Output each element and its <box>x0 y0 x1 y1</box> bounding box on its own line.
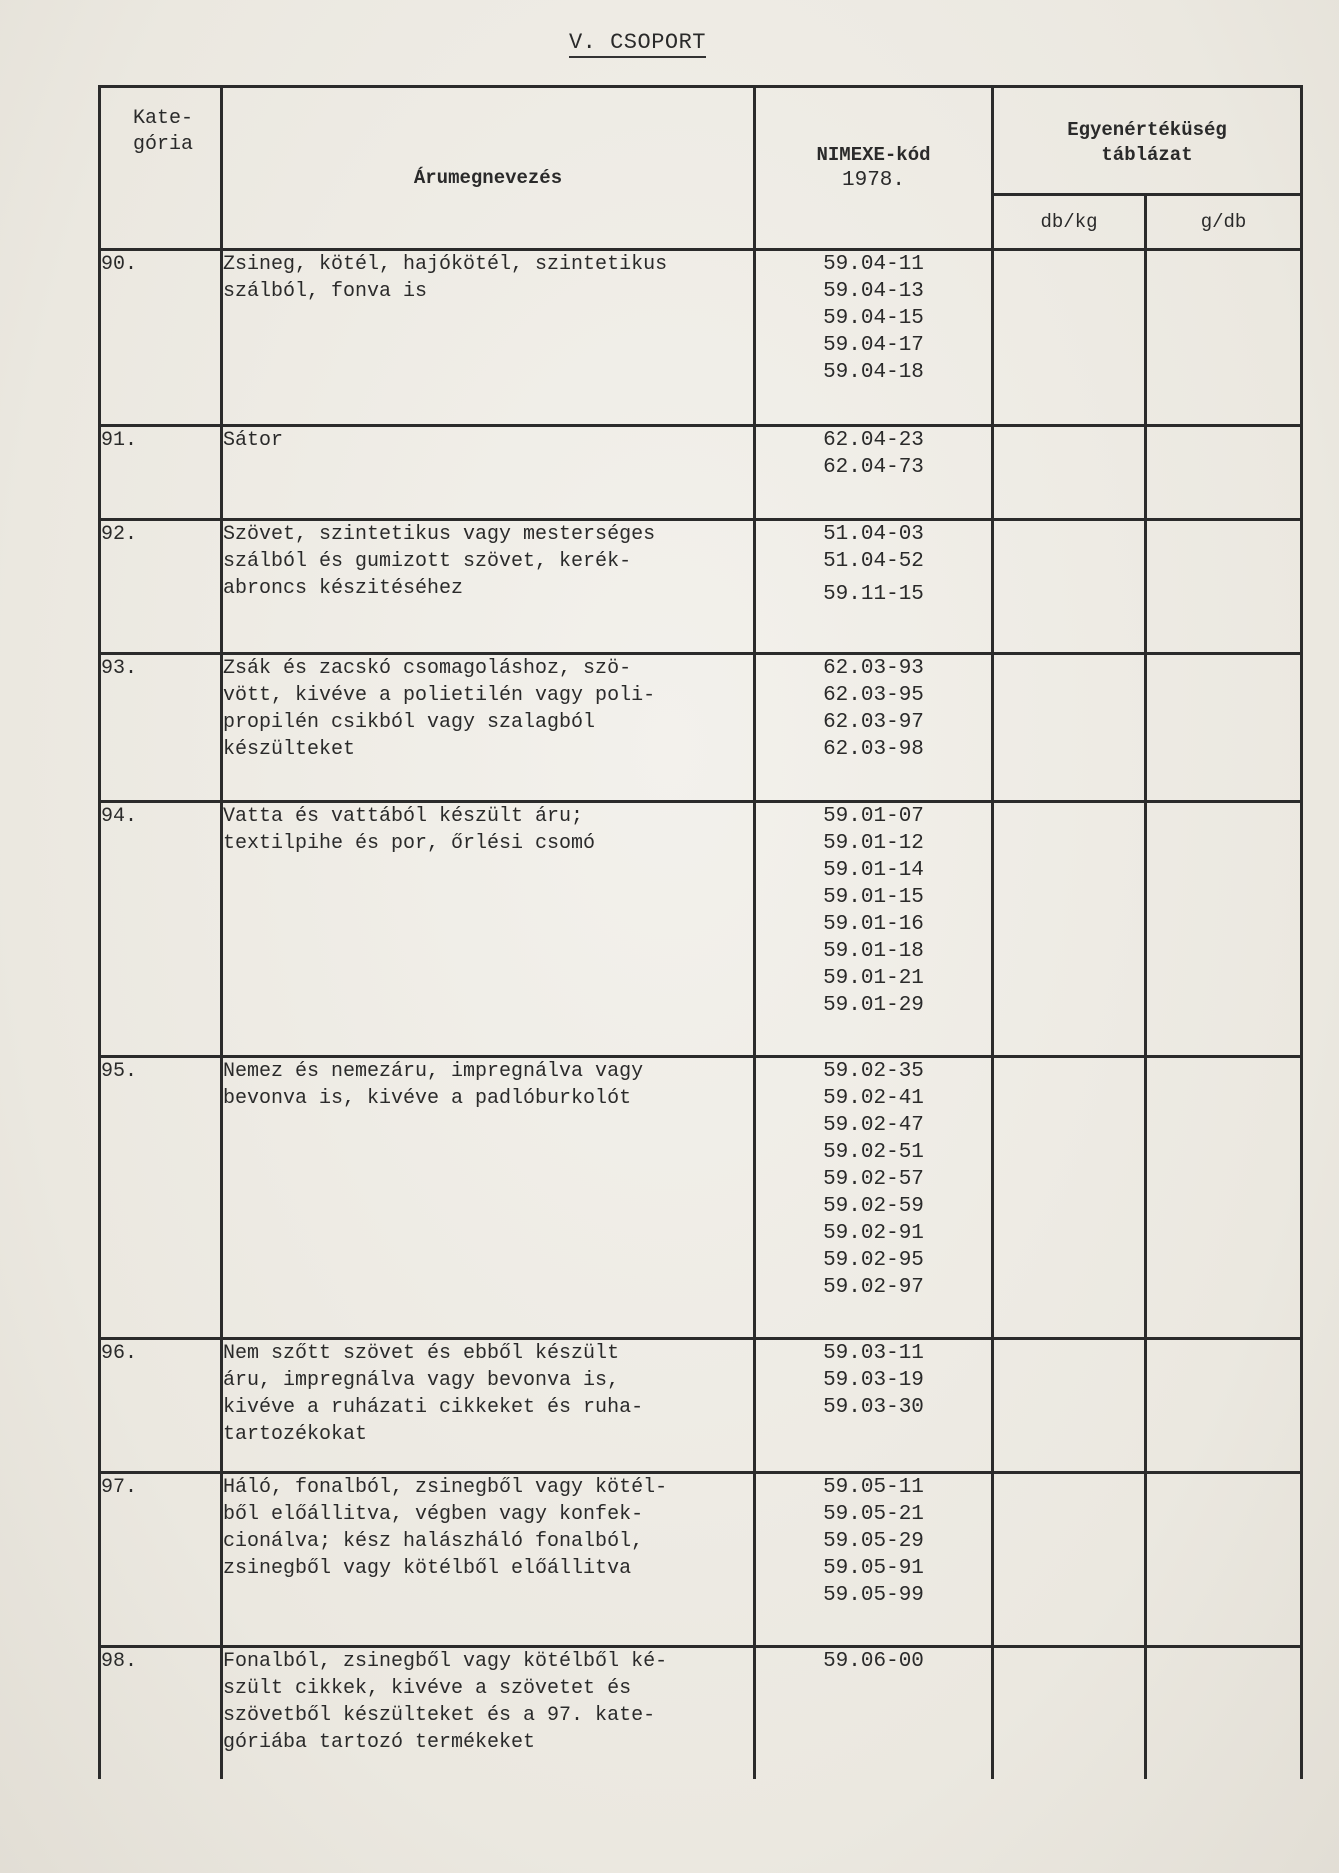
row-category: 92. <box>100 520 222 654</box>
code: 62.03-95 <box>823 684 924 707</box>
row-codes <box>755 802 993 1057</box>
table-row <box>100 802 1302 1057</box>
table-row <box>100 1339 1302 1473</box>
row-goods-name: Fonalból, zsinegből vagy kötélből ké- szült cikkek, kivéve a szövetet és szövetből készülteket és a 97. kate- góriába tartozó termékeket <box>222 1647 755 1779</box>
row-g-per-db <box>1146 250 1302 426</box>
row-category: 90. <box>100 250 222 426</box>
row-g-per-db <box>1146 802 1302 1057</box>
code: 59.06-00 <box>823 1650 924 1673</box>
code: 62.03-93 <box>823 657 924 680</box>
row-codes <box>755 1647 993 1779</box>
code: 59.02-95 <box>823 1249 924 1272</box>
code: 59.04-13 <box>823 280 924 303</box>
row-category: 93. <box>100 654 222 802</box>
code: 59.03-30 <box>823 1396 924 1419</box>
row-g-per-db <box>1146 654 1302 802</box>
row-codes <box>755 654 993 802</box>
code: 59.01-18 <box>823 940 924 963</box>
row-db-per-kg <box>993 1647 1146 1779</box>
row-db-per-kg <box>993 426 1146 520</box>
code: 51.04-03 <box>823 523 924 546</box>
row-g-per-db <box>1146 1473 1302 1647</box>
row-goods-name: Szövet, szintetikus vagy mesterséges szálból és gumizott szövet, kerék- abroncs készitéséhez <box>222 520 755 654</box>
row-g-per-db <box>1146 426 1302 520</box>
row-codes <box>755 1473 993 1647</box>
row-db-per-kg <box>993 520 1146 654</box>
header-category: Kate- gória <box>100 87 222 250</box>
table-row <box>100 1057 1302 1339</box>
code: 59.05-21 <box>823 1503 924 1526</box>
code: 51.04-52 <box>823 550 924 573</box>
code: 59.02-97 <box>823 1276 924 1299</box>
header-goods-name: Árumegnevezés <box>222 87 755 250</box>
code: 59.05-91 <box>823 1557 924 1580</box>
code: 59.02-91 <box>823 1222 924 1245</box>
code: 59.11-15 <box>823 583 924 606</box>
code: 62.03-98 <box>823 738 924 761</box>
code: 59.01-29 <box>823 994 924 1017</box>
code: 59.05-11 <box>823 1476 924 1499</box>
row-goods-name: Nem szőtt szövet és ebből készült áru, impregnálva vagy bevonva is, kivéve a ruházati cikkeket és ruha- tartozékokat <box>222 1339 755 1473</box>
row-codes <box>755 1339 993 1473</box>
row-codes <box>755 250 993 426</box>
code: 59.04-11 <box>823 253 924 276</box>
code: 59.03-19 <box>823 1369 924 1392</box>
code: 59.04-17 <box>823 334 924 357</box>
table-row <box>100 654 1302 802</box>
row-g-per-db <box>1146 1339 1302 1473</box>
row-category: 96. <box>100 1339 222 1473</box>
row-codes <box>755 520 993 654</box>
code: 62.04-23 <box>823 429 924 452</box>
code: 59.02-59 <box>823 1195 924 1218</box>
row-category: 97. <box>100 1473 222 1647</box>
goods-table <box>98 85 1303 1779</box>
row-db-per-kg <box>993 654 1146 802</box>
code: 59.01-16 <box>823 913 924 936</box>
code: 59.05-99 <box>823 1584 924 1607</box>
row-goods-name: Háló, fonalból, zsinegből vagy kötél- ből előállitva, végben vagy konfek- cionálva; kész halászháló fonalból, zsinegből vagy kötélből előállitva <box>222 1473 755 1647</box>
header-code: NIMEXE-kód 1978. <box>755 87 993 250</box>
code: 59.04-15 <box>823 307 924 330</box>
table-row <box>100 1473 1302 1647</box>
code: 59.03-11 <box>823 1342 924 1365</box>
code: 59.02-35 <box>823 1060 924 1083</box>
row-goods-name: Sátor <box>222 426 755 520</box>
row-goods-name: Vatta és vattából készült áru; textilpihe és por, őrlési csomó <box>222 802 755 1057</box>
row-db-per-kg <box>993 250 1146 426</box>
header-equivalence-table: Egyenértéküség táblázat <box>993 87 1302 195</box>
row-g-per-db <box>1146 520 1302 654</box>
row-goods-name: Nemez és nemezáru, impregnálva vagy bevonva is, kivéve a padlóburkolót <box>222 1057 755 1339</box>
row-category: 94. <box>100 802 222 1057</box>
header-unit-g-per-db: g/db <box>1146 195 1302 250</box>
row-db-per-kg <box>993 1339 1146 1473</box>
code: 62.03-97 <box>823 711 924 734</box>
code: 59.01-21 <box>823 967 924 990</box>
code: 59.01-15 <box>823 886 924 909</box>
group-title-text: V. CSOPORT <box>569 30 706 58</box>
code: 59.02-47 <box>823 1114 924 1137</box>
code: 62.04-73 <box>823 456 924 479</box>
code: 59.01-07 <box>823 805 924 828</box>
row-category: 98. <box>100 1647 222 1779</box>
code: 59.02-51 <box>823 1141 924 1164</box>
row-db-per-kg <box>993 1473 1146 1647</box>
code: 59.02-41 <box>823 1087 924 1110</box>
row-category: 95. <box>100 1057 222 1339</box>
code: 59.01-12 <box>823 832 924 855</box>
code: 59.01-14 <box>823 859 924 882</box>
code: 59.04-18 <box>823 361 924 384</box>
row-db-per-kg <box>993 1057 1146 1339</box>
row-codes <box>755 1057 993 1339</box>
row-goods-name: Zsineg, kötél, hajókötél, szintetikus szálból, fonva is <box>222 250 755 426</box>
header-unit-db-per-kg: db/kg <box>993 195 1146 250</box>
row-codes <box>755 426 993 520</box>
row-db-per-kg <box>993 802 1146 1057</box>
code: 59.05-29 <box>823 1530 924 1553</box>
row-goods-name: Zsák és zacskó csomagoláshoz, szö- vött, kivéve a polietilén vagy poli- propilén csikból vagy szalagból készülteket <box>222 654 755 802</box>
row-g-per-db <box>1146 1647 1302 1779</box>
code: 59.02-57 <box>823 1168 924 1191</box>
group-title <box>0 30 1275 55</box>
table-row <box>100 426 1302 520</box>
row-g-per-db <box>1146 1057 1302 1339</box>
table-row <box>100 520 1302 654</box>
table-row <box>100 250 1302 426</box>
table-row <box>100 1647 1302 1779</box>
row-category: 91. <box>100 426 222 520</box>
